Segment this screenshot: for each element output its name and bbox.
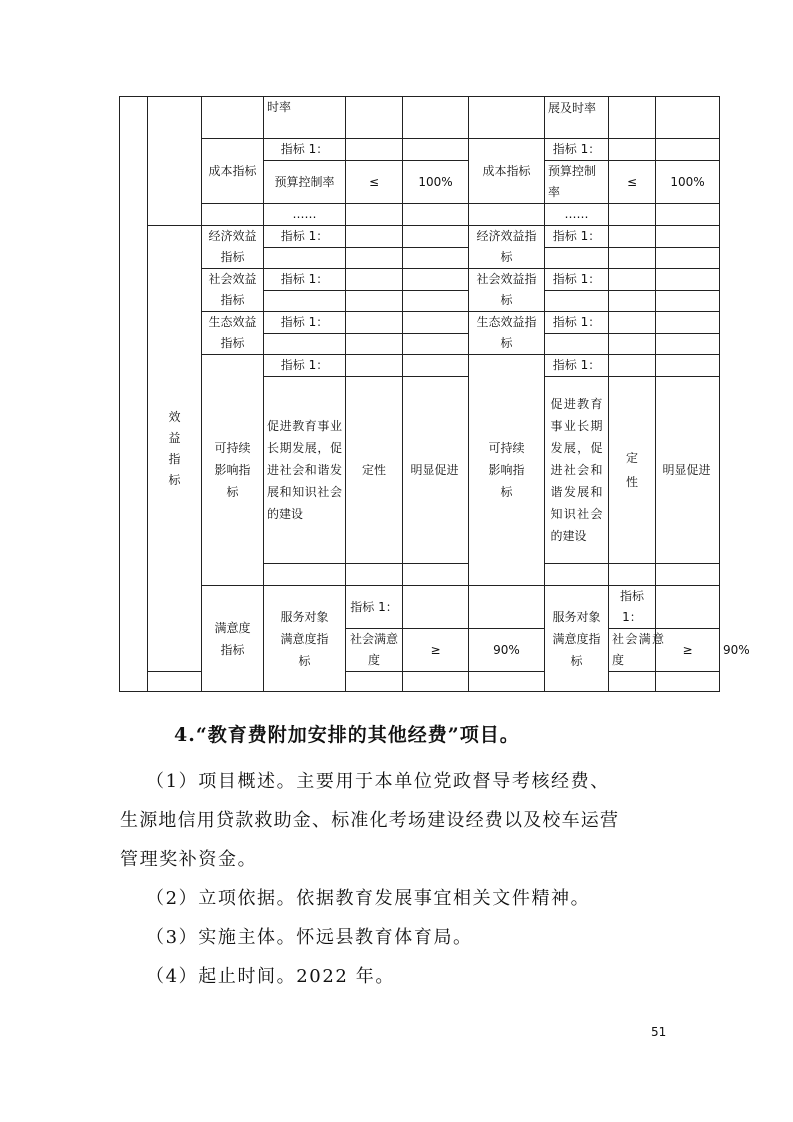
cell (403, 564, 469, 586)
indicator-1-left: 指标 1： (264, 355, 346, 377)
page-number: 51 (651, 1025, 667, 1039)
satisfaction-indicator-label: 满意度指标 (202, 586, 264, 692)
paragraph-basis: （2）立项依据。依据教育发展事宜相关文件精神。 (146, 888, 591, 909)
qualitative-right: 定性 (609, 377, 656, 564)
cell (469, 97, 545, 139)
cell (656, 97, 720, 139)
cell (346, 564, 403, 586)
paragraph-overview-line3: 管理奖补资金。 (120, 849, 258, 870)
budget-control-rate-left: 预算控制率 (264, 161, 346, 204)
cell (656, 355, 720, 377)
cell (202, 97, 264, 139)
cell (656, 269, 720, 291)
indicator-1-left: 指标 1： (264, 226, 346, 248)
cell (609, 204, 656, 226)
cell (202, 204, 264, 226)
indicator-1-right: 指标 1： (545, 226, 609, 248)
cell (545, 248, 609, 269)
cell (469, 586, 545, 629)
obvious-promotion-right: 明显促进 (656, 377, 720, 564)
operator-ge-right: ≥ (656, 629, 720, 672)
cell (346, 672, 403, 692)
cell (656, 291, 720, 312)
paragraph-period: （4）起止时间。2022 年。 (146, 966, 395, 987)
cell (346, 334, 403, 355)
timeliness-rate-left: 时率 (264, 97, 346, 139)
education-promotion-right: 促进教育事业长期发展，促进社会和谐发展和知识社会的建设 (545, 377, 609, 564)
economic-benefit-right: 经济效益指标 (469, 226, 545, 269)
cell (656, 672, 720, 692)
social-benefit-left: 社会效益指标 (202, 269, 264, 312)
cell (609, 97, 656, 139)
ecological-benefit-left: 生态效益指标 (202, 312, 264, 355)
indicator-1-left: 指标 1： (264, 312, 346, 334)
cell (403, 672, 469, 692)
cell (346, 312, 403, 334)
cell (609, 269, 656, 291)
cell (346, 355, 403, 377)
operator-ge-left: ≥ (403, 629, 469, 672)
social-satisfaction-left: 社会满意度 (346, 629, 403, 672)
timeliness-rate-right: 展及时率 (545, 97, 609, 139)
cell (609, 139, 656, 161)
paragraph-overview-line2: 生源地信用贷款救助金、标准化考场建设经费以及校车运营 (120, 810, 620, 831)
cell (609, 226, 656, 248)
indicator-1-right: 指标 1： (545, 312, 609, 334)
performance-indicator-table: 时率 展及时率 成本指标 指标 1： 成本指标 指标 1： 预算控制率 ≤ 100% 预算控制率 ≤ 100% …… …… 效益指标 经济效益指标 指标 1： 经济效益指标 指标 1： 社会效益指标 指标 1： 社会效益指标 指标 1： 生态效益指标 指标 1： 生态效益指标 指标 1： 可持续影响指标 指标 1： 可持续影响指标 指标 1： 促进教育事业长期发展，促进社会和谐发展和知识社会的建设 定性 明显促进 促进教育事业长期发展，促进社会和谐发展和知识社会的建设 定性 明显促进 满意度指标 服务对象满意度指标 指标 1： 服务对象满意度指标 指标 1： 社会满意度 ≥ 90% 社会满意度 ≥ 90% (119, 96, 720, 692)
paragraph-overview-line1: （1）项目概述。主要用于本单位党政督导考核经费、 (146, 771, 610, 792)
cell (609, 564, 656, 586)
first-level-indicator-cell (120, 97, 148, 692)
cell (403, 291, 469, 312)
cell (148, 672, 202, 692)
cell (403, 334, 469, 355)
cell (656, 334, 720, 355)
cell (656, 248, 720, 269)
cell (656, 586, 720, 629)
cell (264, 248, 346, 269)
cell (403, 204, 469, 226)
cell (403, 586, 469, 629)
value-90-left: 90% (469, 629, 545, 672)
service-satisfaction-left: 服务对象满意度指标 (264, 586, 346, 692)
cell (609, 312, 656, 334)
ellipsis-right: …… (545, 204, 609, 226)
cell (264, 291, 346, 312)
indicator-1-left: 指标 1： (346, 586, 403, 629)
qualitative-left: 定性 (346, 377, 403, 564)
economic-benefit-left: 经济效益指标 (202, 226, 264, 269)
cell (656, 312, 720, 334)
cell (656, 226, 720, 248)
cell (545, 334, 609, 355)
budget-control-rate-right: 预算控制率 (545, 161, 609, 204)
operator-le-left: ≤ (346, 161, 403, 204)
indicator-1-right: 指标 1： (545, 139, 609, 161)
cell (545, 291, 609, 312)
service-satisfaction-right: 服务对象满意度指标 (545, 586, 609, 692)
cell (403, 97, 469, 139)
ellipsis-left: …… (264, 204, 346, 226)
output-indicator-cell (148, 97, 202, 226)
cell (346, 226, 403, 248)
cell (403, 312, 469, 334)
cell (346, 269, 403, 291)
sustainable-impact-left: 可持续影响指标 (202, 355, 264, 586)
cell (469, 672, 545, 692)
cell (346, 204, 403, 226)
social-benefit-right: 社会效益指标 (469, 269, 545, 312)
education-promotion-left: 促进教育事业长期发展，促进社会和谐发展和知识社会的建设 (264, 377, 346, 564)
cell (545, 564, 609, 586)
cell (609, 291, 656, 312)
cell (403, 269, 469, 291)
cost-indicator-right: 成本指标 (469, 139, 545, 204)
cell (346, 291, 403, 312)
cell (346, 97, 403, 139)
cell (609, 248, 656, 269)
cell (264, 334, 346, 355)
indicator-1-left: 指标 1： (264, 269, 346, 291)
cell (609, 672, 656, 692)
indicator-1-right: 指标 1： (545, 355, 609, 377)
operator-le-right: ≤ (609, 161, 656, 204)
cell (403, 226, 469, 248)
obvious-promotion-left: 明显促进 (403, 377, 469, 564)
sustainable-impact-right: 可持续影响指标 (469, 355, 545, 586)
cell (403, 139, 469, 161)
value-100-left: 100% (403, 161, 469, 204)
cell (609, 334, 656, 355)
social-satisfaction-right: 社会满意度 (609, 629, 656, 672)
cell (264, 564, 346, 586)
value-100-right: 100% (656, 161, 720, 204)
indicator-1-right: 指标 1： (545, 269, 609, 291)
indicator-1-left: 指标 1： (264, 139, 346, 161)
cell (656, 139, 720, 161)
section-heading: 4.“教育费附加安排的其他经费”项目。 (174, 724, 520, 746)
cell (656, 564, 720, 586)
cell (656, 204, 720, 226)
cell (609, 355, 656, 377)
indicator-1-right: 指标 1： (609, 586, 656, 629)
paragraph-entity: （3）实施主体。怀远县教育体育局。 (146, 927, 473, 948)
cell (469, 204, 545, 226)
benefit-indicator-label: 效益指标 (148, 226, 202, 672)
ecological-benefit-right: 生态效益指标 (469, 312, 545, 355)
cost-indicator-left: 成本指标 (202, 139, 264, 204)
cell (403, 355, 469, 377)
cell (346, 139, 403, 161)
cell (346, 248, 403, 269)
cell (403, 248, 469, 269)
